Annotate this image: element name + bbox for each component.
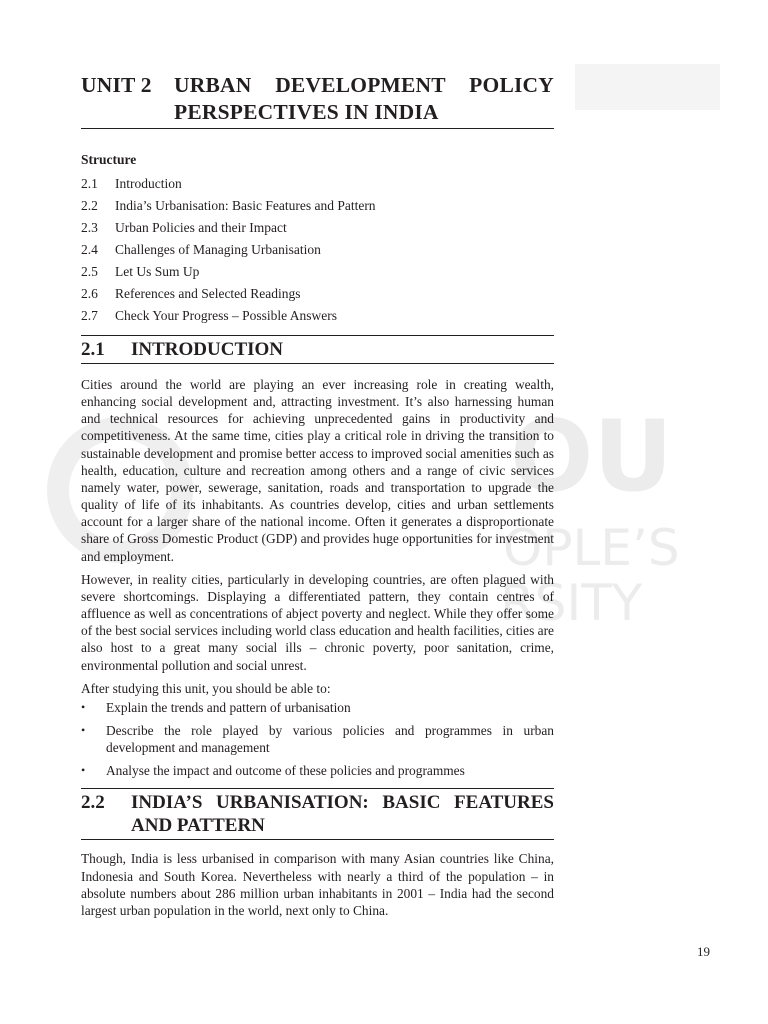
intro-paragraph-2: However, in reality cities, particularly in developing countries, are often plagued with severe shortcomings. Displaying a differentiated pattern, they contain centres of affluence as well as concentrations of abject poverty and neglect. While they offer some of the best social services including world class education and health facilities, cities are also host to a great many social ills – chronic poverty, poor sanitation, crime, environmental pollution and social unrest. <box>81 571 554 673</box>
structure-item-title: Check Your Progress – Possible Answers <box>115 308 338 323</box>
watermark-peoples: OPLE’S <box>503 519 680 577</box>
structure-item-number: 2.4 <box>81 242 98 257</box>
structure-item-number: 2.6 <box>81 286 98 301</box>
bullet-icon: • <box>81 722 86 737</box>
unit-title-line-2: PERSPECTIVES IN INDIA <box>174 100 439 124</box>
unit-title <box>174 72 554 126</box>
objective-item <box>81 699 554 716</box>
structure-item-number: 2.7 <box>81 308 98 323</box>
structure-item-title: Urban Policies and their Impact <box>115 220 287 235</box>
structure-item-number: 2.5 <box>81 264 98 279</box>
watermark-ou: OU <box>510 400 673 514</box>
structure-item-title: Introduction <box>115 176 182 191</box>
structure-item <box>81 195 554 217</box>
bullet-icon: • <box>81 699 86 714</box>
section-title-line-2: AND PATTERN <box>131 815 265 837</box>
objective-item <box>81 762 554 779</box>
structure-item <box>81 305 554 327</box>
structure-item <box>81 283 554 305</box>
objectives-list <box>81 699 554 780</box>
section-title <box>131 791 554 837</box>
unit-number: UNIT 2 <box>81 73 152 97</box>
watermark-university: RSITY <box>500 574 643 632</box>
structure-item-title: Let Us Sum Up <box>115 264 200 279</box>
section-2-2-heading <box>81 788 554 840</box>
structure-item <box>81 173 554 195</box>
section-title: INTRODUCTION <box>131 339 284 360</box>
structure-item-title: References and Selected Readings <box>115 286 301 301</box>
section-title-line-1: INDIA’S URBANISATION: BASIC FEATURES <box>131 792 554 814</box>
structure-item-title: Challenges of Managing Urbanisation <box>115 242 321 257</box>
structure-item <box>81 239 554 261</box>
section-2-1-heading <box>81 335 554 364</box>
structure-item <box>81 261 554 283</box>
structure-item-number: 2.1 <box>81 176 98 191</box>
document-page <box>81 72 554 919</box>
structure-item <box>81 217 554 239</box>
intro-paragraph-1: Cities around the world are playing an ever increasing role in creating wealth, enhancing social development and, attracting investment. It’s also harnessing human and technical resources for achieving unprecedented gains in productivity and competitiveness. At the same time, cities play a critical role in driving the transition to sustainable development and promise better access to improved social amenities such as health, education, culture and recreation among others and a range of civic services namely water, power, sewerage, sanitation, roads and transportation to upgrade the quality of life of its inhabitants. As countries develop, cities and urban settlements account for a larger share of the national income. Often it generates a disproportionate share of Gross Domestic Product (GDP) and provides huge opportunities for investment and employment. <box>81 377 554 564</box>
urbanisation-paragraph-1: Though, India is less urbanised in comparison with many Asian countries like China, Indonesia and South Korea. Nevertheless with nearly a third of the population – in absolute numbers about 286 million urban inhabitants in 2001 – India had the second largest urban population in the world, next only to China. <box>81 851 554 918</box>
structure-item-number: 2.3 <box>81 220 98 235</box>
unit-heading <box>81 72 554 129</box>
structure-label: Structure <box>81 152 137 167</box>
margin-tab <box>575 64 720 110</box>
structure-item-number: 2.2 <box>81 198 98 213</box>
structure-item-title: India’s Urbanisation: Basic Features and Pattern <box>115 198 376 213</box>
objective-text: Explain the trends and pattern of urbanisation <box>106 699 351 715</box>
bullet-icon: • <box>81 763 86 778</box>
objective-text: Describe the role played by various policies and programmes in urban development and management <box>106 722 554 756</box>
intro-paragraph-3: After studying this unit, you should be able to: <box>81 680 331 696</box>
objective-text: Analyse the impact and outcome of these policies and programmes <box>106 763 465 779</box>
section-number: 2.2 <box>81 792 105 814</box>
section-number: 2.1 <box>81 339 105 360</box>
page-number: 19 <box>697 944 710 959</box>
structure-list <box>81 173 554 327</box>
unit-title-line-1: URBAN DEVELOPMENT POLICY <box>174 73 554 97</box>
objective-item <box>81 722 554 756</box>
